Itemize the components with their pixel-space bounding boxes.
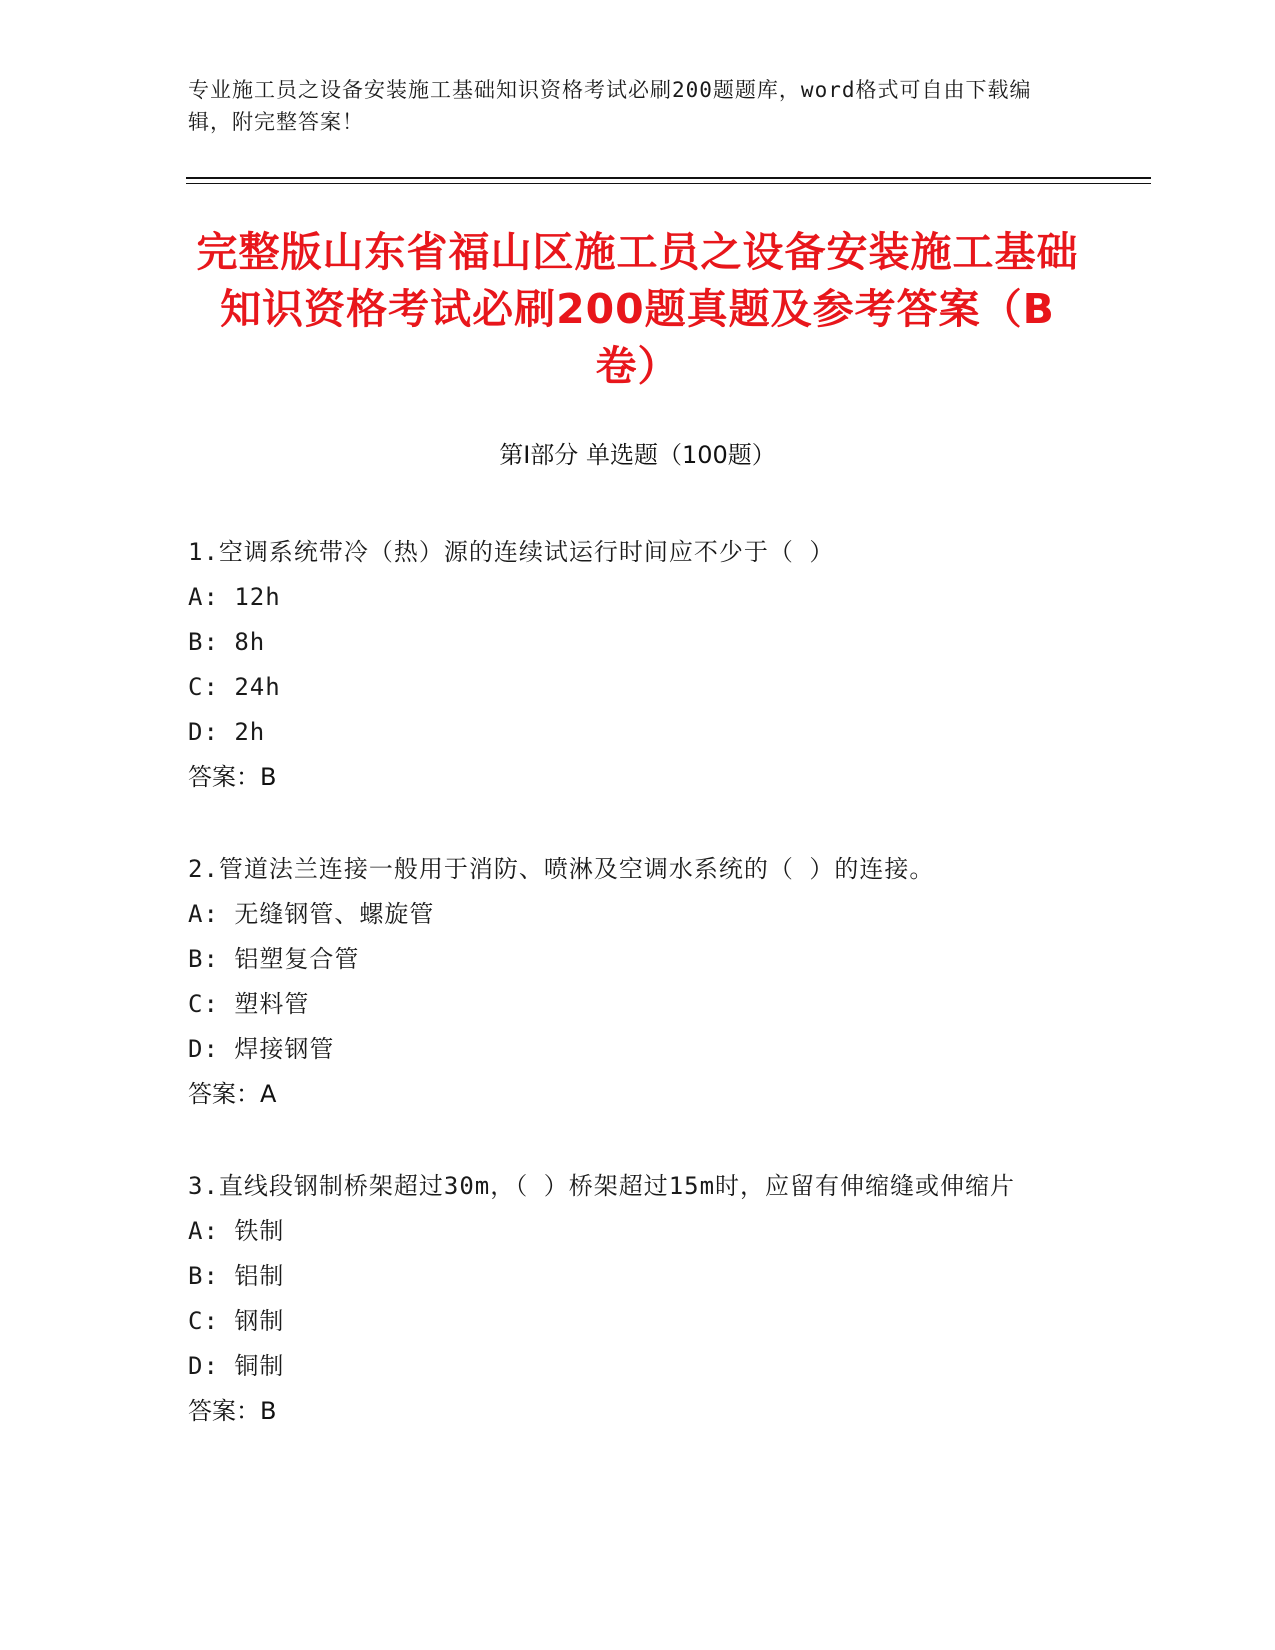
option-a: A: 无缝钢管、螺旋管 (188, 900, 435, 928)
option-c: C: 钢制 (188, 1307, 285, 1335)
answer-line: 答案：A (188, 1080, 277, 1108)
option-a: A: 铁制 (188, 1217, 285, 1245)
option-d: D: 2h (188, 718, 266, 746)
option-d: D: 铜制 (188, 1352, 285, 1380)
option-b: B: 铝制 (188, 1262, 285, 1290)
header-rule-thin (186, 183, 1151, 184)
option-b: B: 8h (188, 628, 266, 656)
document-title: 完整版山东省福山区施工员之设备安装施工基础知识资格考试必刷200题真题及参考答案（B卷） (196, 228, 1079, 390)
question-3 (188, 1164, 1088, 1434)
option-c: C: 24h (188, 673, 281, 701)
option-b: B: 铝塑复合管 (188, 945, 360, 973)
answer-line: 答案：B (188, 1397, 277, 1425)
option-a: A: 12h (188, 583, 281, 611)
header-note: 专业施工员之设备安装施工基础知识资格考试必刷200题题库，word格式可自由下载编辑，附完整答案！ (188, 78, 1032, 134)
answer-line: 答案：B (188, 763, 277, 791)
question-stem: 3.直线段钢制桥架超过30m，（ ）桥架超过15m时，应留有伸缩缝或伸缩片 (188, 1172, 1016, 1200)
question-2 (188, 847, 1088, 1117)
section-heading: 第I部分 单选题（100题） (499, 441, 776, 469)
header-rule-thick (186, 177, 1151, 179)
question-1 (188, 530, 1088, 800)
option-d: D: 焊接钢管 (188, 1035, 335, 1063)
question-stem: 2.管道法兰连接一般用于消防、喷淋及空调水系统的（ ）的连接。 (188, 855, 935, 883)
option-c: C: 塑料管 (188, 990, 310, 1018)
question-list (188, 530, 1088, 1481)
question-stem: 1.空调系统带冷（热）源的连续试运行时间应不少于（ ） (188, 538, 835, 566)
